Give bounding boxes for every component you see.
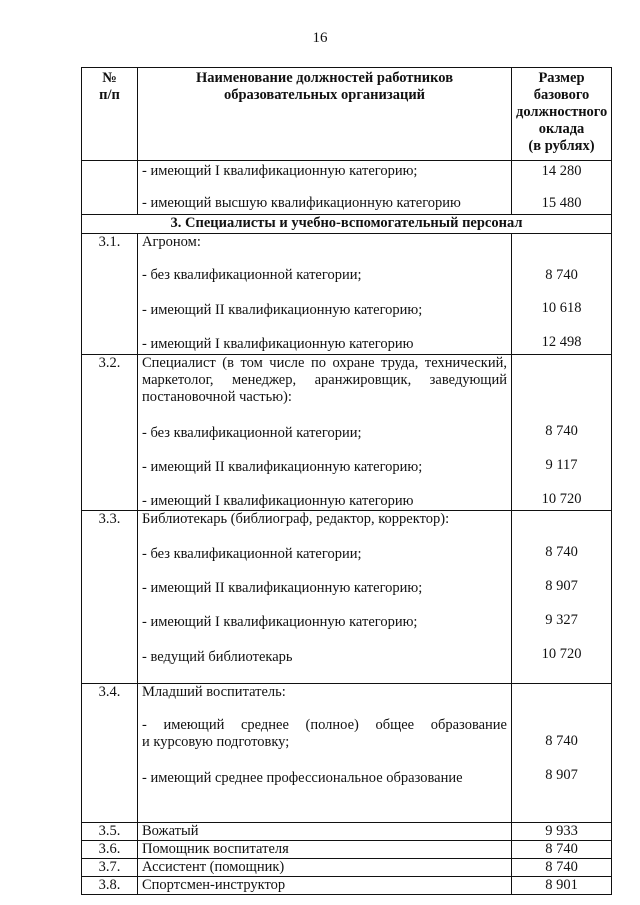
table-row: [82, 823, 612, 841]
position-title: Агроном:: [142, 234, 201, 250]
row-num: 3.4.: [82, 684, 138, 823]
category-line: - имеющий I квалификационную категорию: [142, 336, 414, 352]
position-title: Библиотекарь (библиограф, редактор, корректор):: [142, 511, 450, 527]
category-line: и курсовую подготовку;: [142, 734, 290, 750]
header-size-line4: оклада: [538, 121, 585, 137]
salary-value: 8 740: [545, 423, 578, 439]
category-line: - имеющий I квалификационную категорию;: [142, 614, 418, 630]
row-num: 3.6.: [82, 841, 138, 859]
salary-table: [81, 67, 612, 895]
table-row: [82, 877, 612, 895]
header-name-line1: Наименование должностей работников: [195, 70, 454, 86]
category-line: - без квалификационной категории;: [142, 267, 362, 283]
header-size: [512, 68, 612, 161]
header-num-line1: №: [102, 70, 117, 86]
section-title: 3. Специалисты и учебно-вспомогательный персонал: [82, 215, 612, 234]
category-line: - ведущий библиотекарь: [142, 649, 293, 665]
row-value: 8 740: [512, 859, 612, 877]
table-row: [82, 841, 612, 859]
category-line: - имеющий II квалификационную категорию;: [142, 580, 423, 596]
salary-value: 15 480: [541, 195, 582, 211]
row-value: 8 901: [512, 877, 612, 895]
position-title: Младший воспитатель:: [142, 684, 286, 700]
row-name: Вожатый: [138, 823, 512, 841]
position-title-line: маркетолог, менеджер, аранжировщик, заведующий: [142, 372, 507, 388]
row-value: [512, 355, 612, 511]
row-name: [138, 684, 512, 823]
category-line: - имеющий среднее профессиональное образование: [142, 770, 463, 786]
row-num: 3.1.: [82, 234, 138, 355]
category-line: - имеющий II квалификационную категорию;: [142, 459, 423, 475]
salary-value: 8 907: [545, 767, 578, 783]
salary-value: 14 280: [541, 163, 582, 179]
header-size-line1: Размер: [538, 70, 585, 86]
category-line: - без квалификационной категории;: [142, 546, 362, 562]
salary-value: 9 117: [545, 457, 578, 473]
category-line: - имеющий среднее (полное) общее образование: [142, 717, 507, 733]
row-name: Спортсмен-инструктор: [138, 877, 512, 895]
row-num: 3.2.: [82, 355, 138, 511]
table-row: [82, 355, 612, 511]
row-value: [512, 511, 612, 684]
row-name: [138, 234, 512, 355]
table-row: [82, 161, 612, 215]
row-name: [138, 511, 512, 684]
page-number: 16: [312, 30, 328, 46]
row-name: Помощник воспитателя: [138, 841, 512, 859]
row-value: [512, 684, 612, 823]
row-num: 3.7.: [82, 859, 138, 877]
salary-value: 10 618: [541, 300, 582, 316]
position-title-line: Специалист (в том числе по охране труда, технический,: [142, 355, 507, 371]
row-value: [512, 234, 612, 355]
category-line: - имеющий высшую квалификационную категорию: [142, 195, 461, 211]
row-num: 3.5.: [82, 823, 138, 841]
table-row: [82, 859, 612, 877]
header-size-line3: должностного: [516, 104, 608, 120]
table-header-row: [82, 68, 612, 161]
row-name: Ассистент (помощник): [138, 859, 512, 877]
category-line: - имеющий I квалификационную категорию;: [142, 163, 418, 179]
salary-value: 9 327: [545, 612, 578, 628]
table-row: [82, 234, 612, 355]
row-num: [82, 161, 138, 215]
category-line: - имеющий I квалификационную категорию: [142, 493, 414, 509]
category-line: - имеющий II квалификационную категорию;: [142, 302, 423, 318]
header-num: [82, 68, 138, 161]
header-size-line2: базового: [533, 87, 590, 103]
header-name: [138, 68, 512, 161]
salary-value: 8 907: [545, 578, 578, 594]
salary-value: 8 740: [545, 544, 578, 560]
row-value: 8 740: [512, 841, 612, 859]
row-name: [138, 161, 512, 215]
salary-value: 8 740: [545, 267, 578, 283]
header-num-line2: п/п: [99, 87, 120, 103]
row-value: 9 933: [512, 823, 612, 841]
salary-value: 10 720: [541, 646, 582, 662]
row-value: [512, 161, 612, 215]
row-num: 3.3.: [82, 511, 138, 684]
category-line: - без квалификационной категории;: [142, 425, 362, 441]
row-num: 3.8.: [82, 877, 138, 895]
salary-value: 12 498: [541, 334, 582, 350]
salary-value: 8 740: [545, 733, 578, 749]
header-size-line5: (в рублях): [528, 138, 595, 154]
table-row: [82, 684, 612, 823]
salary-value: 10 720: [541, 491, 582, 507]
position-title-line: постановочной частью):: [142, 389, 292, 405]
header-name-line2: образовательных организаций: [223, 87, 426, 103]
section-row: [82, 215, 612, 234]
table-row: [82, 511, 612, 684]
row-name: [138, 355, 512, 511]
